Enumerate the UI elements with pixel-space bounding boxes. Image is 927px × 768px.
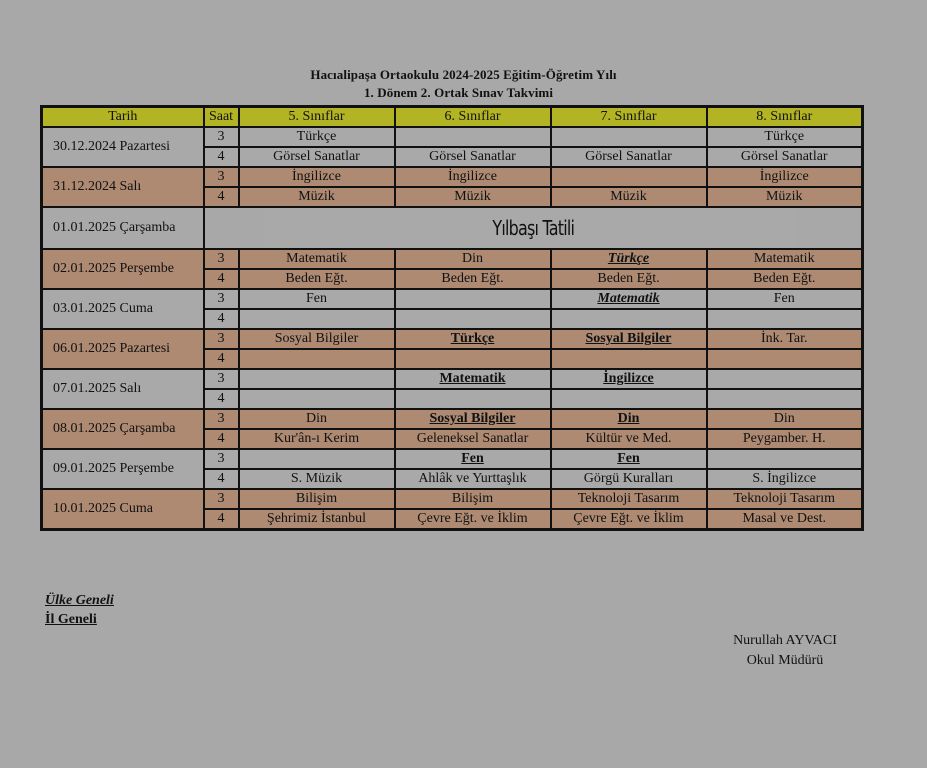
- exam-cell: [551, 127, 707, 147]
- exam-cell: [395, 389, 551, 409]
- hour-cell: 3: [204, 489, 239, 509]
- hour-cell: 3: [204, 127, 239, 147]
- exam-cell: Matematik: [395, 369, 551, 389]
- exam-cell: Bilişim: [239, 489, 395, 509]
- exam-cell: [707, 309, 863, 329]
- exam-cell: Masal ve Dest.: [707, 509, 863, 530]
- exam-cell: Ahlâk ve Yurttaşlık: [395, 469, 551, 489]
- exam-cell: [395, 289, 551, 309]
- date-cell: 31.12.2024 Salı: [42, 167, 204, 207]
- exam-cell: S. Müzik: [239, 469, 395, 489]
- exam-cell: [707, 389, 863, 409]
- legend-national: Ülke Geneli: [45, 593, 114, 608]
- hour-cell: 4: [204, 469, 239, 489]
- exam-cell: Teknoloji Tasarım: [551, 489, 707, 509]
- exam-cell: Matematik: [239, 249, 395, 269]
- exam-cell: Türkçe: [395, 329, 551, 349]
- hour-cell: 3: [204, 369, 239, 389]
- exam-cell: Fen: [239, 289, 395, 309]
- exam-cell: Sosyal Bilgiler: [239, 329, 395, 349]
- exam-cell: [707, 349, 863, 369]
- hour-cell: 3: [204, 167, 239, 187]
- legend-provincial: İl Geneli: [45, 612, 97, 627]
- exam-cell: Din: [707, 409, 863, 429]
- date-cell: 10.01.2025 Cuma: [42, 489, 204, 530]
- exam-cell: [551, 167, 707, 187]
- exam-cell: Çevre Eğt. ve İklim: [551, 509, 707, 530]
- title-line-1: Hacıalipaşa Ortaokulu 2024-2025 Eğitim-Öğretim Yılı: [310, 67, 617, 82]
- table-row: [42, 207, 863, 249]
- date-cell: 08.01.2025 Çarşamba: [42, 409, 204, 449]
- exam-cell: Türkçe: [707, 127, 863, 147]
- title-line-2: 1. Dönem 2. Ortak Sınav Takvimi: [363, 85, 554, 100]
- exam-cell: İngilizce: [239, 167, 395, 187]
- table-row: [42, 369, 863, 389]
- exam-cell: [395, 349, 551, 369]
- signature-role: Okul Müdürü: [746, 653, 824, 668]
- exam-cell: İngilizce: [551, 369, 707, 389]
- exam-cell: Türkçe: [551, 249, 707, 269]
- table-row: [42, 329, 863, 349]
- exam-cell: Şehrimiz İstanbul: [239, 509, 395, 530]
- date-cell: 09.01.2025 Perşembe: [42, 449, 204, 489]
- header-row: [42, 107, 863, 128]
- exam-cell: Görsel Sanatlar: [239, 147, 395, 167]
- exam-cell: Müzik: [551, 187, 707, 207]
- exam-cell: Beden Eğt.: [551, 269, 707, 289]
- holiday-cell: Yılbaşı Tatili: [269, 207, 796, 249]
- exam-cell: Matematik: [551, 289, 707, 309]
- header-date: Tarih: [42, 107, 204, 128]
- date-cell: 30.12.2024 Pazartesi: [42, 127, 204, 167]
- exam-cell: [239, 349, 395, 369]
- table-row: [42, 289, 863, 309]
- exam-cell: Görsel Sanatlar: [395, 147, 551, 167]
- exam-cell: İnk. Tar.: [707, 329, 863, 349]
- exam-cell: Beden Eğt.: [239, 269, 395, 289]
- exam-cell: [395, 127, 551, 147]
- document-title: [0, 66, 927, 102]
- exam-cell: Sosyal Bilgiler: [551, 329, 707, 349]
- hour-cell: 4: [204, 349, 239, 369]
- date-cell: 02.01.2025 Perşembe: [42, 249, 204, 289]
- hour-cell: 3: [204, 289, 239, 309]
- exam-cell: Geleneksel Sanatlar: [395, 429, 551, 449]
- date-cell: 03.01.2025 Cuma: [42, 289, 204, 329]
- table-row: [42, 409, 863, 429]
- exam-cell: Görsel Sanatlar: [551, 147, 707, 167]
- exam-cell: Kur'ân-ı Kerim: [239, 429, 395, 449]
- exam-cell: [239, 449, 395, 469]
- exam-cell: Müzik: [239, 187, 395, 207]
- exam-cell: Fen: [395, 449, 551, 469]
- table-row: [42, 127, 863, 147]
- legend: [45, 591, 114, 629]
- hour-cell: 4: [204, 309, 239, 329]
- hour-cell: 3: [204, 249, 239, 269]
- exam-cell: S. İngilizce: [707, 469, 863, 489]
- exam-cell: [551, 389, 707, 409]
- exam-cell: İngilizce: [395, 167, 551, 187]
- exam-cell: Din: [551, 409, 707, 429]
- exam-cell: [551, 349, 707, 369]
- exam-cell: [239, 309, 395, 329]
- exam-cell: Müzik: [395, 187, 551, 207]
- exam-cell: Kültür ve Med.: [551, 429, 707, 449]
- hour-cell: 3: [204, 329, 239, 349]
- hour-cell: 4: [204, 429, 239, 449]
- exam-cell: Teknoloji Tasarım: [707, 489, 863, 509]
- header-grade-7: 7. Sınıflar: [551, 107, 707, 128]
- exam-cell: Beden Eğt.: [707, 269, 863, 289]
- header-grade-8: 8. Sınıflar: [707, 107, 863, 128]
- exam-cell: İngilizce: [707, 167, 863, 187]
- exam-cell: Çevre Eğt. ve İklim: [395, 509, 551, 530]
- exam-cell: Müzik: [707, 187, 863, 207]
- hour-cell: 4: [204, 187, 239, 207]
- table-row: [42, 249, 863, 269]
- exam-cell: [395, 309, 551, 329]
- exam-cell: Beden Eğt.: [395, 269, 551, 289]
- exam-cell: [551, 309, 707, 329]
- exam-schedule-table: [40, 105, 864, 531]
- hour-cell: 4: [204, 147, 239, 167]
- exam-cell: Din: [239, 409, 395, 429]
- header-grade-6: 6. Sınıflar: [395, 107, 551, 128]
- exam-cell: Bilişim: [395, 489, 551, 509]
- date-cell: 06.01.2025 Pazartesi: [42, 329, 204, 369]
- exam-cell: Türkçe: [239, 127, 395, 147]
- table-row: [42, 489, 863, 509]
- exam-cell: Sosyal Bilgiler: [395, 409, 551, 429]
- exam-cell: [239, 389, 395, 409]
- hour-cell: 4: [204, 509, 239, 530]
- exam-cell: Fen: [551, 449, 707, 469]
- hour-cell: 4: [204, 269, 239, 289]
- exam-cell: Din: [395, 249, 551, 269]
- hour-cell: 4: [204, 389, 239, 409]
- signature-name: Nurullah AYVACI: [733, 633, 837, 648]
- exam-cell: [707, 369, 863, 389]
- header-hour: Saat: [204, 107, 239, 128]
- exam-cell: [239, 369, 395, 389]
- exam-cell: [707, 449, 863, 469]
- table-row: [42, 449, 863, 469]
- exam-cell: Peygamber. H.: [707, 429, 863, 449]
- table-row: [42, 167, 863, 187]
- hour-cell: 3: [204, 409, 239, 429]
- exam-cell: Matematik: [707, 249, 863, 269]
- date-cell: 07.01.2025 Salı: [42, 369, 204, 409]
- date-cell: 01.01.2025 Çarşamba: [42, 207, 204, 249]
- hour-cell: 3: [204, 449, 239, 469]
- exam-cell: Fen: [707, 289, 863, 309]
- signature-block: [700, 631, 870, 671]
- header-grade-5: 5. Sınıflar: [239, 107, 395, 128]
- exam-cell: Görsel Sanatlar: [707, 147, 863, 167]
- exam-cell: Görgü Kuralları: [551, 469, 707, 489]
